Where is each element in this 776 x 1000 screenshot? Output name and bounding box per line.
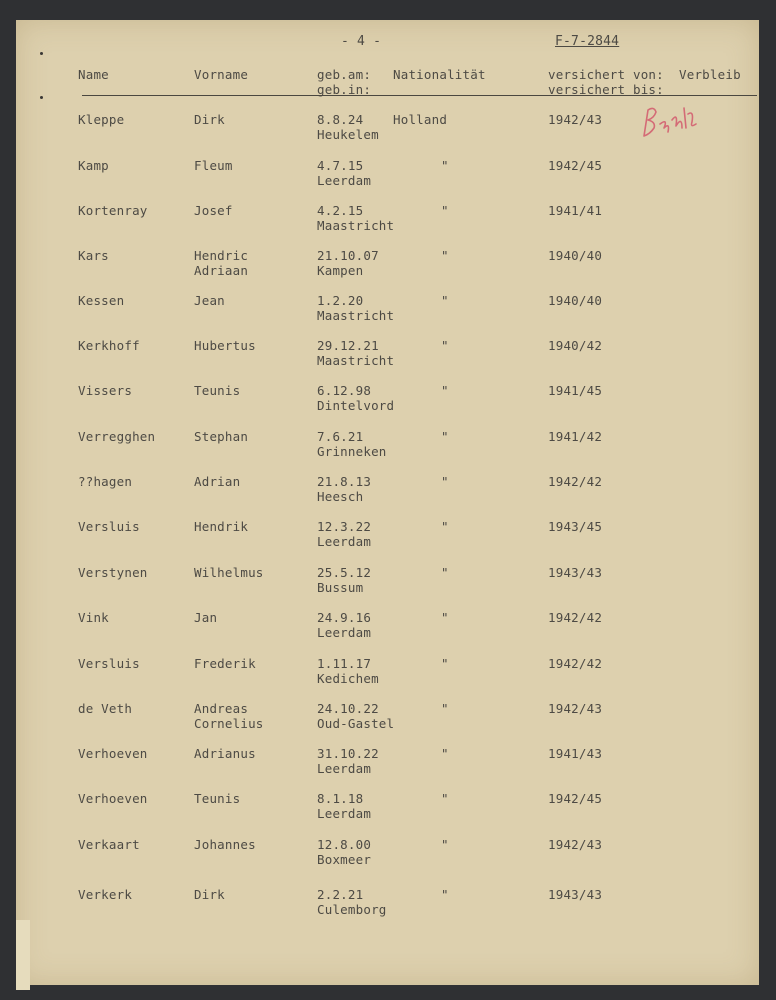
nationality: " [441,656,449,671]
surname: Vissers [78,383,133,398]
header-verbleib: Verbleib [679,67,741,82]
first-name: Adrian [194,474,241,489]
first-name: Johannes [194,837,256,852]
birth-date: 25.5.12 [317,565,372,580]
insured-period: 1940/42 [548,338,603,353]
birth-place: Leerdam [317,625,372,640]
header-vorname: Vorname [194,67,249,82]
surname: Kleppe [78,112,125,127]
surname: Kars [78,248,109,263]
insured-period: 1940/40 [548,248,603,263]
header-geb-am: geb.am: [317,67,372,82]
insured-period: 1941/42 [548,429,603,444]
surname: Verkaart [78,837,140,852]
surname: Verhoeven [78,791,148,806]
birth-place: Oud-Gastel [317,716,395,731]
birth-date: 24.10.22 [317,701,379,716]
first-name: Dirk [194,112,225,127]
nationality: " [441,746,449,761]
birth-date: 8.1.18 [317,791,364,806]
nationality: " [441,293,449,308]
first-name: Andreas [194,701,249,716]
first-name: Fleum [194,158,233,173]
birth-place: Leerdam [317,761,372,776]
birth-place: Maastricht [317,218,395,233]
insured-period: 1941/41 [548,203,603,218]
insured-period: 1942/43 [548,701,603,716]
birth-place: Bussum [317,580,364,595]
nationality: " [441,565,449,580]
insured-period: 1942/42 [548,610,603,625]
insured-period: 1943/43 [548,887,603,902]
second-name: Adriaan [194,263,249,278]
header-versichert-von: versichert von: [548,67,664,82]
nationality: " [441,158,449,173]
nationality: " [441,701,449,716]
surname: Versluis [78,519,140,534]
header-name: Name [78,67,109,82]
birth-date: 4.2.15 [317,203,364,218]
birth-place: Grinneken [317,444,387,459]
insured-period: 1943/43 [548,565,603,580]
first-name: Teunis [194,383,241,398]
birth-place: Heukelem [317,127,379,142]
surname: Vink [78,610,109,625]
insured-period: 1943/45 [548,519,603,534]
birth-date: 12.8.00 [317,837,372,852]
nationality: " [441,791,449,806]
header-geb-in: geb.in: [317,82,372,97]
insured-period: 1942/45 [548,158,603,173]
surname: Kortenray [78,203,148,218]
first-name: Frederik [194,656,256,671]
birth-place: Culemborg [317,902,387,917]
surname: Verstynen [78,565,148,580]
birth-place: Leerdam [317,173,372,188]
nationality: " [441,429,449,444]
header-versichert-bis: versichert bis: [548,82,664,97]
first-name: Adrianus [194,746,256,761]
birth-date: 2.2.21 [317,887,364,902]
birth-place: Kampen [317,263,364,278]
surname: de Veth [78,701,133,716]
first-name: Jan [194,610,218,625]
insured-period: 1941/43 [548,746,603,761]
birth-place: Dintelvord [317,398,395,413]
surname: ??hagen [78,474,133,489]
nationality: " [441,383,449,398]
punch-mark [40,96,43,99]
nationality: Holland [393,112,448,127]
birth-date: 21.8.13 [317,474,372,489]
surname: Kerkhoff [78,338,140,353]
birth-date: 31.10.22 [317,746,379,761]
surname: Kessen [78,293,125,308]
second-name: Cornelius [194,716,264,731]
birth-place: Maastricht [317,353,395,368]
birth-date: 6.12.98 [317,383,372,398]
birth-date: 4.7.15 [317,158,364,173]
birth-date: 12.3.22 [317,519,372,534]
first-name: Dirk [194,887,225,902]
header-rule [82,95,757,96]
insured-period: 1942/42 [548,656,603,671]
birth-date: 24.9.16 [317,610,372,625]
first-name: Josef [194,203,233,218]
birth-place: Leerdam [317,806,372,821]
punch-mark [40,52,43,55]
first-name: Hubertus [194,338,256,353]
nationality: " [441,887,449,902]
first-name: Hendrik [194,519,249,534]
first-name: Hendric [194,248,249,263]
page-number: - 4 - [341,34,382,49]
birth-date: 21.10.07 [317,248,379,263]
nationality: " [441,519,449,534]
insured-period: 1941/45 [548,383,603,398]
birth-date: 1.2.20 [317,293,364,308]
nationality: " [441,248,449,263]
insured-period: 1942/42 [548,474,603,489]
nationality: " [441,610,449,625]
header-nationalitaet: Nationalität [393,67,486,82]
insured-period: 1942/45 [548,791,603,806]
birth-place: Boxmeer [317,852,372,867]
nationality: " [441,474,449,489]
insured-period: 1942/43 [548,112,603,127]
birth-place: Kedichem [317,671,379,686]
surname: Verhoeven [78,746,148,761]
insured-period: 1942/43 [548,837,603,852]
nationality: " [441,837,449,852]
first-name: Stephan [194,429,249,444]
surname: Kamp [78,158,109,173]
handwritten-red-mark [638,98,702,144]
insured-period: 1940/40 [548,293,603,308]
birth-place: Heesch [317,489,364,504]
birth-date: 1.11.17 [317,656,372,671]
first-name: Wilhelmus [194,565,264,580]
surname: Verregghen [78,429,156,444]
surname: Verkerk [78,887,133,902]
first-name: Teunis [194,791,241,806]
birth-date: 7.6.21 [317,429,364,444]
paper-fold [16,920,30,990]
nationality: " [441,338,449,353]
first-name: Jean [194,293,225,308]
birth-place: Maastricht [317,308,395,323]
reference-number: F-7-2844 [555,34,620,49]
nationality: " [441,203,449,218]
birth-date: 29.12.21 [317,338,379,353]
surname: Versluis [78,656,140,671]
birth-place: Leerdam [317,534,372,549]
birth-date: 8.8.24 [317,112,364,127]
